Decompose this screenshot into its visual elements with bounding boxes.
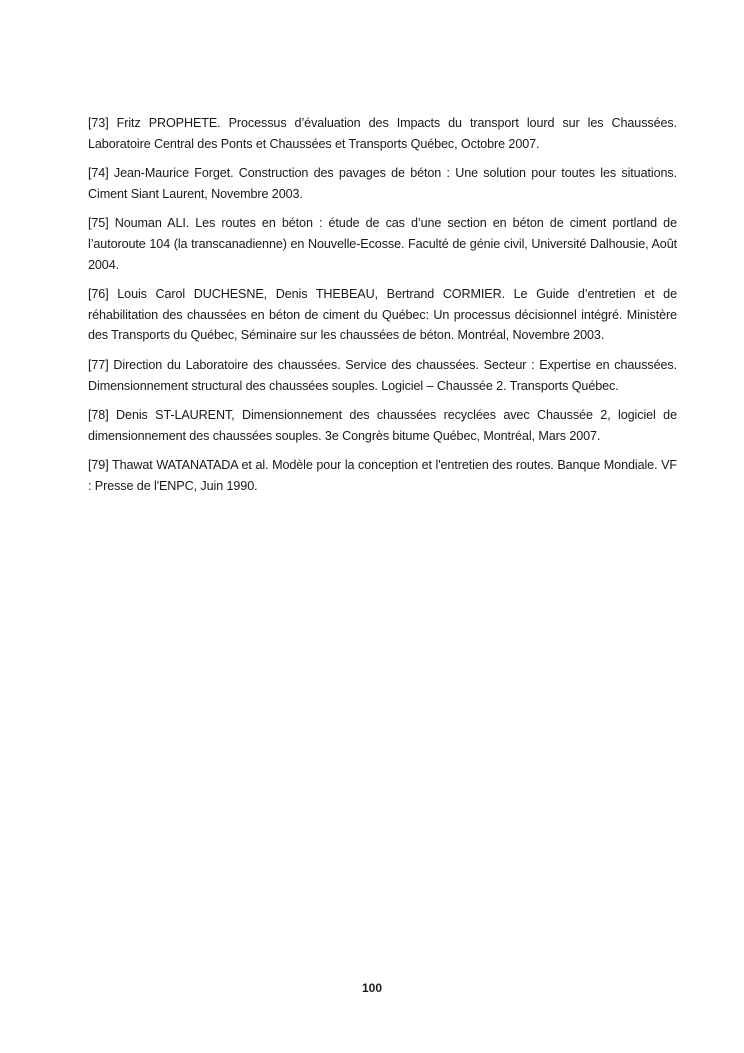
page-number: 100 <box>361 981 383 995</box>
reference-74: [74] Jean-Maurice Forget. Construction des pavages de béton : Une solution pour toutes les situations. Ciment Siant Laurent, Novembre 2003. <box>88 166 677 201</box>
reference-75: [75] Nouman ALI. Les routes en béton : étude de cas d’une section en béton de ciment portland de l’autoroute 104 (la transcanadienne) en Nouvelle-Ecosse. Faculté de génie civil, Université Dalhousie, Août 2004. <box>88 216 677 272</box>
reference-list <box>88 113 677 506</box>
reference-78: [78] Denis ST-LAURENT, Dimensionnement des chaussées recyclées avec Chaussée 2, logiciel de dimensionnement des chaussées souples. 3e Congrès bitume Québec, Montréal, Mars 2007. <box>88 408 677 443</box>
reference-73: [73] Fritz PROPHETE. Processus d’évaluation des Impacts du transport lourd sur les Chaussées. Laboratoire Central des Ponts et Chaussées et Transports Québec, Octobre 2007. <box>88 116 677 151</box>
reference-79: [79] Thawat WATANATADA et al. Modèle pour la conception et l'entretien des routes. Banque Mondiale. VF : Presse de l'ENPC, Juin 1990. <box>88 458 677 493</box>
reference-77: [77] Direction du Laboratoire des chaussées. Service des chaussées. Secteur : Expertise en chaussées. Dimensionnement structural des chaussées souples. Logiciel – Chaussée 2. Transports Québec. <box>88 357 677 393</box>
reference-76: [76] Louis Carol DUCHESNE, Denis THEBEAU, Bertrand CORMIER. Le Guide d’entretien et de réhabilitation des chaussées en béton de ciment du Québec: Un processus décisionnel intégré. Ministère des Transports du Québec, Séminaire sur les chaussées de béton. Montréal, Novembre 2003. <box>88 287 677 343</box>
